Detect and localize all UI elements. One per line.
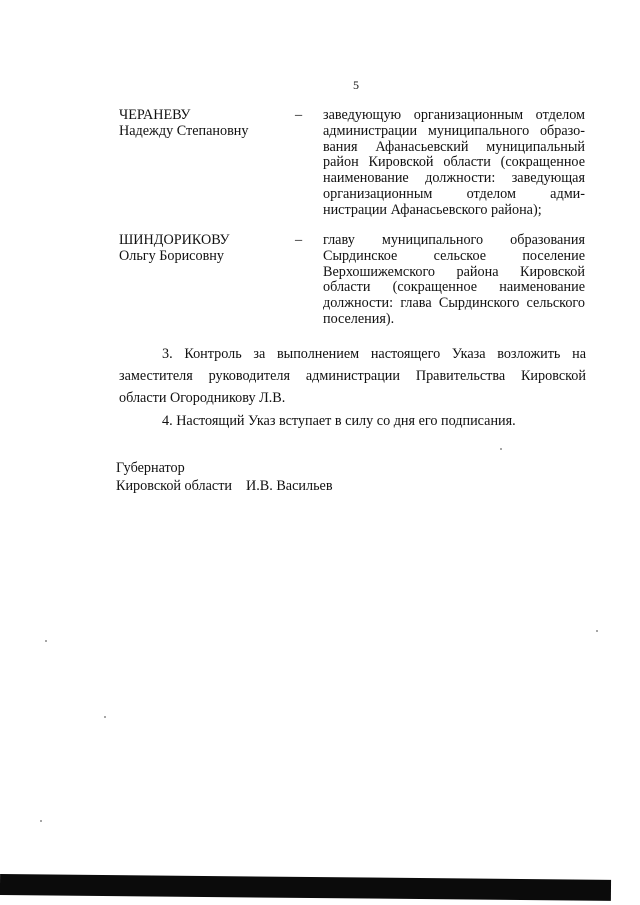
entry-dash: – <box>295 107 303 123</box>
page-number: 5 <box>353 78 359 92</box>
scan-speck <box>500 448 502 450</box>
signatory-region: Кировской области <box>116 478 232 494</box>
entry-dash: – <box>295 232 303 248</box>
scan-speck <box>596 630 598 632</box>
appointee-name <box>119 108 289 140</box>
signatory-name: И.В. Васильев <box>246 478 333 494</box>
clause-4-paragraph: 4. Настоящий Указ вступает в силу со дня его подписания. <box>162 413 516 429</box>
signatory-title: Губернатор <box>116 460 185 476</box>
appointee-surname: ШИНДОРИКОВУ <box>119 232 230 248</box>
signature-block <box>116 459 333 495</box>
appointee-given-names: Ольгу Борисовну <box>119 247 224 264</box>
clause-3-paragraph: 3. Контроль за выполнением настоящего Указа возложить на заместителя руководителя администрации Правительства Кировской области Огородникову Л.В. <box>119 346 586 406</box>
appointee-given-names: Надежду Степановну <box>119 122 249 139</box>
scan-speck <box>40 820 42 822</box>
signatory-region-line <box>116 477 333 495</box>
scan-edge-bar <box>0 874 611 901</box>
appointee-position: главу муниципального образования Сырдинское сельское поселение Верхошижемского района Кировской области (сокращенное наименование должности: глава Сырдинского сельского поселения). <box>323 232 585 327</box>
appointee-name <box>119 233 289 265</box>
appointee-surname: ЧЕРАНЕВУ <box>119 107 191 123</box>
appointee-position: заведующую организационным отделом администрации муниципального образо-вания Афанасьевский муниципальный район Кировской области (сокращенное наименование должности: заведующая организационным отделом адми-нистрации Афанасьевского района); <box>323 107 585 218</box>
scan-speck <box>104 716 106 718</box>
scan-speck <box>45 640 47 642</box>
